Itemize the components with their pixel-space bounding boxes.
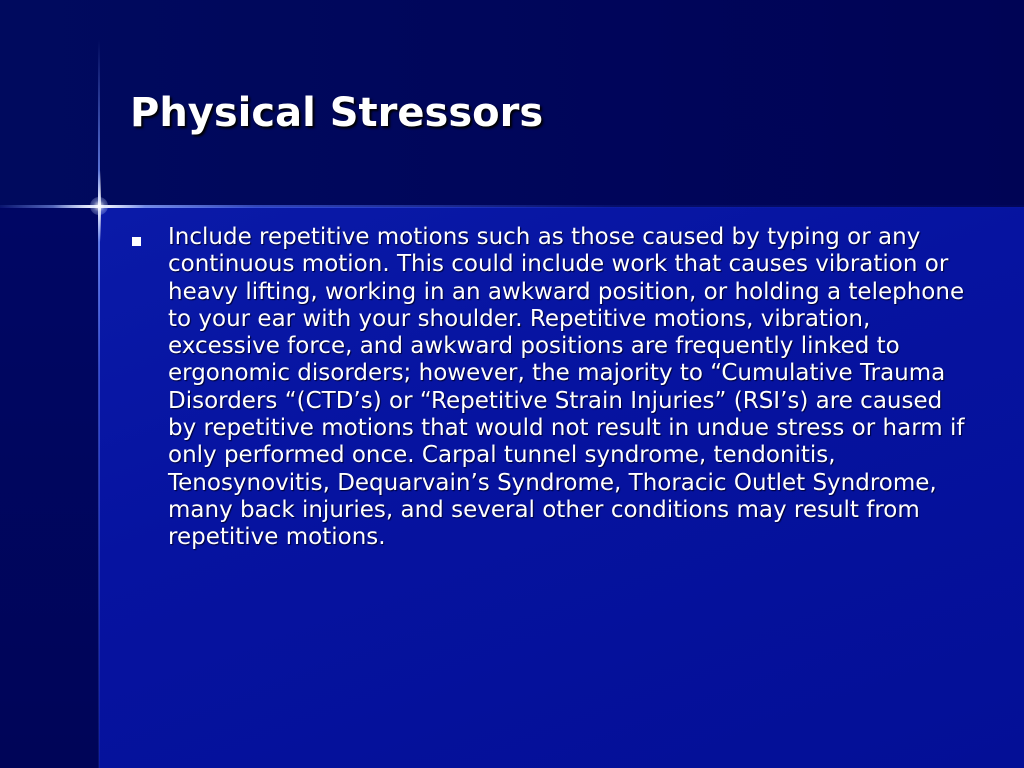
bullet-text: Include repetitive motions such as those caused by typing or any continuous motion. This could include work that causes vibration or heavy lifting, working in an awkward position, or holding a telephone to your ear with your shoulder. Repetitive motions, vibration, excessive force, and awkward positions are frequently linked to ergonomic disorders; however, the majority to “Cumulative Trauma Disorders “(CTD’s) or “Repetitive Strain Injuries” (RSI’s) are caused by repetitive motions that would not result in undue stress or harm if only performed once. Carpal tunnel syndrome, tendonitis, Tenosynovitis, Dequarvain’s Syndrome, Thoracic Outlet Syndrome, many back injuries, and several other conditions may result from repetitive motions. — [168, 224, 965, 551]
bullet-list — [130, 224, 970, 552]
slide-title: Physical Stressors — [130, 90, 544, 136]
square-bullet-icon — [132, 237, 141, 246]
left-band-background — [0, 207, 99, 768]
horizontal-accent-line — [0, 205, 1024, 208]
bullet-item — [130, 224, 970, 552]
vertical-accent-line — [98, 40, 100, 768]
